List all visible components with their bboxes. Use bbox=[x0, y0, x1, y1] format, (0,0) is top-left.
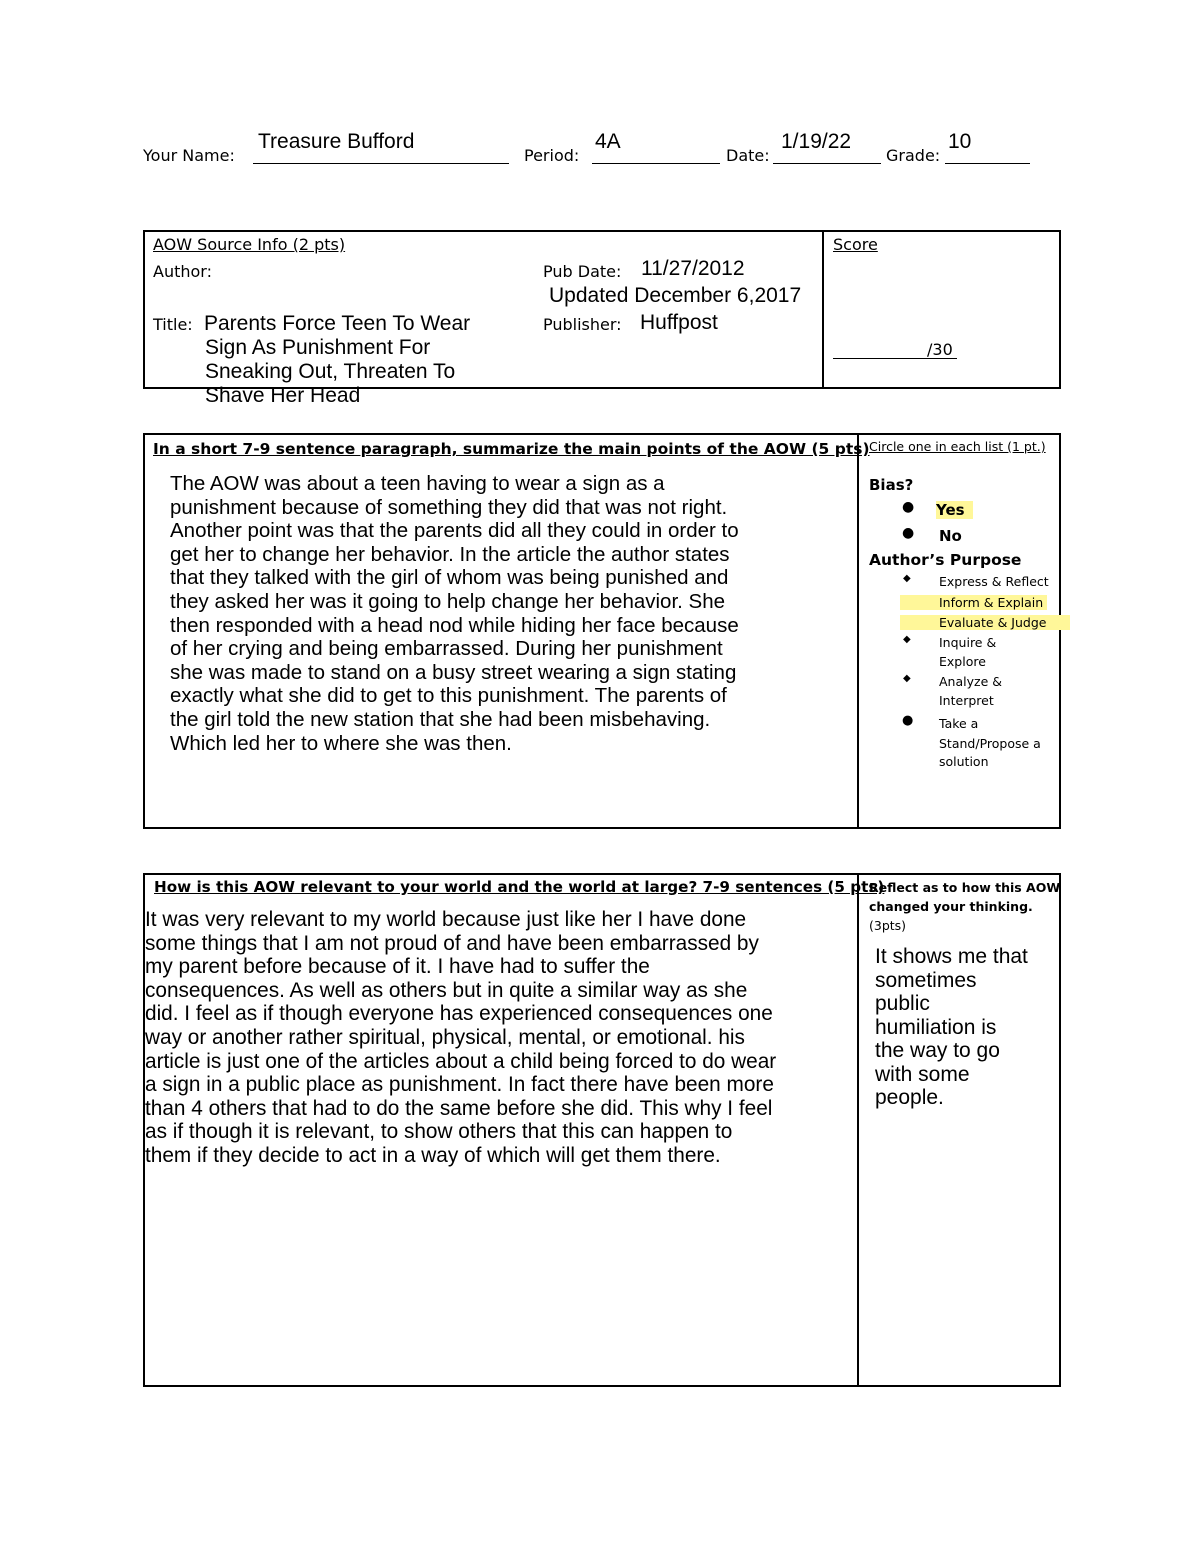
reflect-line: with some bbox=[875, 1062, 970, 1086]
reflect-prompt-line: (3pts) bbox=[869, 918, 907, 933]
bullet-icon: ◆ bbox=[903, 634, 911, 645]
period-line bbox=[592, 163, 720, 164]
period-field[interactable]: 4A bbox=[595, 130, 621, 153]
title-line-1: Parents Force Teen To Wear bbox=[204, 312, 471, 335]
bullet-icon: ◆ bbox=[903, 573, 911, 584]
relevance-line: a sign in a public place as punishment. In fact there have been more bbox=[145, 1073, 774, 1097]
publisher-label: Publisher: bbox=[543, 315, 622, 334]
purpose-analyze[interactable]: Analyze & bbox=[939, 674, 1002, 689]
pubdate-field[interactable]: 11/27/2012 bbox=[641, 257, 745, 280]
source-heading: AOW Source Info (2 pts) bbox=[153, 235, 346, 254]
summary-text[interactable] bbox=[170, 472, 739, 755]
name-label: Your Name: bbox=[143, 146, 235, 165]
relevance-line: them if they decide to act in a way of which will get them there. bbox=[145, 1143, 721, 1167]
bullet-icon: ◆ bbox=[903, 673, 911, 684]
relevance-line: some things that I am not proud of and have been embarrassed by bbox=[145, 931, 759, 955]
title-line-4: Shave Her Head bbox=[205, 384, 361, 407]
purpose-inquire[interactable]: Inquire & bbox=[939, 635, 997, 650]
summary-line: then responded with a head nod while hiding her face because bbox=[170, 613, 739, 637]
relevance-text[interactable] bbox=[145, 908, 776, 1168]
reflect-line: humiliation is bbox=[875, 1015, 997, 1039]
reflect-line: It shows me that bbox=[875, 945, 1028, 968]
purpose-take[interactable]: Take a bbox=[939, 716, 979, 731]
bullet-icon: ● bbox=[902, 713, 914, 728]
reflect-line: sometimes bbox=[875, 968, 977, 992]
name-line bbox=[253, 163, 509, 164]
date-field[interactable]: 1/19/22 bbox=[781, 130, 852, 153]
reflect-prompt bbox=[869, 878, 1060, 935]
reflect-text[interactable] bbox=[875, 945, 1028, 1110]
bias-option-no[interactable]: No bbox=[939, 527, 962, 545]
relevance-divider bbox=[857, 873, 859, 1387]
summary-line: Which led her to where she was then. bbox=[170, 731, 512, 755]
summary-line: the girl told the new station that she had been misbehaving. bbox=[170, 707, 711, 731]
publisher-field[interactable]: Huffpost bbox=[640, 311, 718, 334]
period-label: Period: bbox=[524, 146, 580, 165]
purpose-analyze-2: Interpret bbox=[939, 693, 994, 708]
score-total: /30 bbox=[927, 340, 953, 359]
author-label: Author: bbox=[153, 262, 212, 281]
pubdate-label: Pub Date: bbox=[543, 262, 622, 281]
purpose-inform[interactable]: Inform & Explain bbox=[900, 595, 1047, 610]
summary-divider bbox=[857, 433, 859, 829]
summary-line: The AOW was about a teen having to wear a sign as a bbox=[170, 472, 665, 495]
summary-line: get her to change her behavior. In the article the author states bbox=[170, 542, 730, 566]
updated-field[interactable]: Updated December 6,2017 bbox=[549, 284, 802, 307]
date-line bbox=[773, 163, 881, 164]
circle-prompt: Circle one in each list (1 pt.) bbox=[869, 439, 1046, 454]
purpose-label: Author’s Purpose bbox=[869, 551, 1022, 569]
date-label: Date: bbox=[726, 146, 770, 165]
bullet-icon: ● bbox=[902, 499, 915, 515]
summary-prompt: In a short 7-9 sentence paragraph, summarize the main points of the AOW (5 pts) bbox=[153, 440, 870, 458]
title-line-3: Sneaking Out, Threaten To bbox=[205, 360, 456, 383]
grade-label: Grade: bbox=[886, 146, 941, 165]
reflect-line: the way to go bbox=[875, 1039, 1000, 1062]
summary-line: she was made to stand on a busy street wearing a sign stating bbox=[170, 660, 737, 684]
summary-line: of her crying and being embarrassed. During her punishment bbox=[170, 637, 723, 661]
title-field[interactable] bbox=[204, 312, 470, 408]
name-field[interactable]: Treasure Bufford bbox=[258, 130, 415, 153]
reflect-prompt-line: Reflect as to how this AOW bbox=[869, 880, 1061, 895]
purpose-express[interactable]: Express & Reflect bbox=[939, 574, 1049, 589]
bias-option-yes[interactable]: Yes bbox=[936, 501, 973, 519]
purpose-inquire-2: Explore bbox=[939, 654, 986, 669]
relevance-line: than 4 others that had to do the same before she did. This why I feel bbox=[145, 1096, 773, 1120]
purpose-evaluate[interactable]: Evaluate & Judge bbox=[900, 615, 1070, 630]
relevance-line: did. I feel as if though everyone has experienced consequences one bbox=[145, 1002, 773, 1026]
summary-line: they asked her was it going to help change her behavior. She bbox=[170, 589, 726, 613]
relevance-line: as if though it is relevant, to show others that this can happen to bbox=[145, 1120, 733, 1144]
reflect-line: people. bbox=[875, 1086, 944, 1109]
grade-field[interactable]: 10 bbox=[948, 130, 972, 153]
grade-line bbox=[945, 163, 1030, 164]
summary-line: punishment because of something they did that was not right. bbox=[170, 495, 728, 519]
summary-line: Another point was that the parents did all they could in order to bbox=[170, 519, 739, 543]
relevance-line: way or another rather spiritual, physical, mental, or emotional. his bbox=[145, 1025, 745, 1049]
source-divider bbox=[822, 230, 824, 389]
title-label: Title: bbox=[153, 315, 193, 334]
reflect-line: public bbox=[875, 992, 930, 1015]
reflect-prompt-line: changed your thinking. bbox=[869, 899, 1033, 914]
bias-label: Bias? bbox=[869, 476, 914, 494]
relevance-line: article is just one of the articles about a child being forced to do wear bbox=[145, 1049, 777, 1073]
relevance-line: It was very relevant to my world because just like her I have done bbox=[145, 908, 747, 931]
summary-line: that they talked with the girl of whom was being punished and bbox=[170, 566, 729, 590]
relevance-prompt: How is this AOW relevant to your world and the world at large? 7-9 sentences (5 pts) bbox=[154, 878, 885, 896]
summary-line: exactly what she did to get to this punishment. The parents of bbox=[170, 684, 727, 708]
relevance-line: my parent before because of it. I have had to suffer the bbox=[145, 955, 650, 979]
title-line-2: Sign As Punishment For bbox=[205, 336, 431, 359]
score-label: Score bbox=[833, 235, 878, 254]
relevance-line: consequences. As well as others but in quite a similar way as she bbox=[145, 978, 748, 1002]
bullet-icon: ● bbox=[902, 525, 915, 541]
purpose-take-3: solution bbox=[939, 754, 989, 769]
purpose-take-2: Stand/Propose a bbox=[939, 736, 1041, 751]
